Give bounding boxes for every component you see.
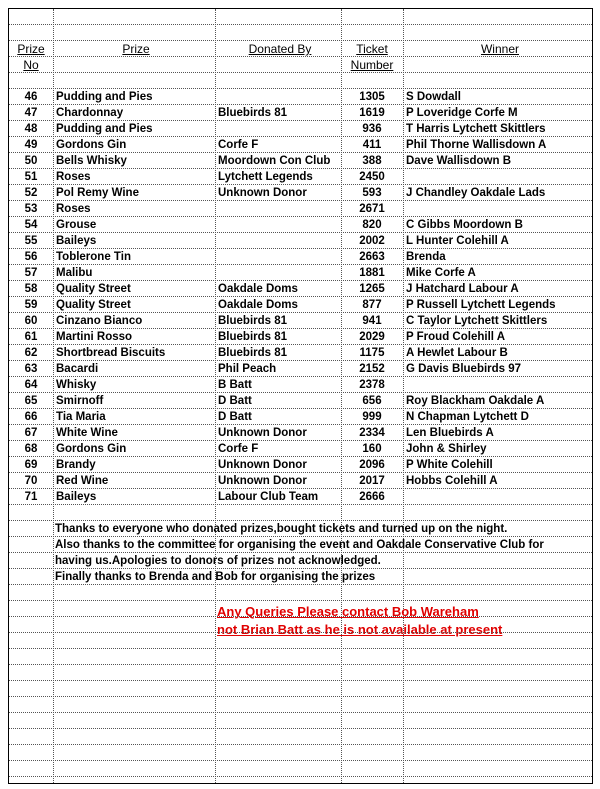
prize-number: 65 — [24, 395, 38, 407]
prize-name: Shortbread Biscuits — [56, 347, 166, 359]
table-row — [9, 425, 592, 441]
prize-number: 59 — [24, 299, 38, 311]
prize-name: White Wine — [56, 427, 118, 439]
header-winner: Winner — [480, 42, 519, 56]
prize-sheet — [8, 8, 593, 784]
prize-number: 68 — [24, 443, 38, 455]
table-row — [9, 249, 592, 265]
prize-number: 53 — [24, 203, 38, 215]
prize-number: 52 — [24, 187, 38, 199]
table-row — [9, 409, 592, 425]
winner-name: C Gibbs Moordown B — [406, 219, 523, 231]
prize-number: 60 — [24, 315, 38, 327]
prize-name: Roses — [56, 203, 91, 215]
blank-row — [9, 745, 592, 761]
winner-name: P Froud Colehill A — [406, 331, 506, 343]
prize-number: 67 — [24, 427, 38, 439]
prize-name: Bells Whisky — [56, 155, 127, 167]
prize-name: Pudding and Pies — [56, 91, 153, 103]
blank-row — [9, 729, 592, 745]
prize-name: Cinzano Bianco — [56, 315, 143, 327]
donor-name — [217, 201, 342, 217]
note-text: Thanks to everyone who donated prizes,bought tickets and turned up on the night. — [55, 523, 508, 535]
prize-name: Brandy — [56, 459, 96, 471]
winner-name: Phil Thorne Wallisdown A — [406, 139, 547, 151]
table-row — [9, 121, 592, 137]
prize-name: Malibu — [56, 267, 93, 279]
table-row — [9, 489, 592, 505]
winner-name: C Taylor Lytchett Skittlers — [406, 315, 548, 327]
note-row — [9, 521, 592, 537]
donor-name — [217, 121, 342, 137]
donor-name — [217, 89, 342, 105]
winner-name: N Chapman Lytchett D — [406, 411, 529, 423]
ticket-number: 941 — [362, 315, 382, 327]
prize-number: 70 — [24, 475, 38, 487]
prize-number: 69 — [24, 459, 38, 471]
donor-name: Corfe F — [218, 139, 259, 151]
ticket-number: 2378 — [359, 379, 385, 391]
ticket-number: 1619 — [359, 107, 385, 119]
prize-number: 56 — [24, 251, 38, 263]
prize-number: 49 — [24, 139, 38, 151]
winner-name: J Chandley Oakdale Lads — [406, 187, 546, 199]
table-row — [9, 441, 592, 457]
prize-name: Pudding and Pies — [56, 123, 153, 135]
blank-row — [9, 713, 592, 729]
blank-row — [9, 73, 592, 89]
donor-name: Bluebirds 81 — [218, 315, 288, 327]
ticket-number: 820 — [362, 219, 382, 231]
donor-name: Labour Club Team — [218, 491, 319, 503]
winner-name — [405, 169, 594, 185]
prize-number: 58 — [24, 283, 38, 295]
prize-name: Whisky — [56, 379, 97, 391]
prize-name: Baileys — [56, 235, 97, 247]
table-row — [9, 169, 592, 185]
ticket-number: 411 — [362, 139, 382, 151]
prize-number: 54 — [24, 219, 38, 231]
ticket-number: 999 — [362, 411, 382, 423]
prize-number: 66 — [24, 411, 38, 423]
donor-name: Unknown Donor — [218, 459, 307, 471]
prize-name: Gordons Gin — [56, 139, 127, 151]
table-row — [9, 217, 592, 233]
prize-name: Quality Street — [56, 283, 131, 295]
blank-row — [9, 585, 592, 601]
donor-name: D Batt — [218, 411, 252, 423]
blank-row — [9, 697, 592, 713]
note-row — [9, 553, 592, 569]
table-row — [9, 201, 592, 217]
donor-name — [217, 249, 342, 265]
winner-name: P Russell Lytchett Legends — [406, 299, 556, 311]
table-row — [9, 457, 592, 473]
prize-name: Chardonnay — [56, 107, 124, 119]
table-row — [9, 105, 592, 121]
donor-name: D Batt — [218, 395, 252, 407]
prize-name: Bacardi — [56, 363, 99, 375]
donor-name: Lytchett Legends — [218, 171, 313, 183]
prize-name: Pol Remy Wine — [56, 187, 139, 199]
table-row — [9, 137, 592, 153]
winner-name: Roy Blackham Oakdale A — [406, 395, 545, 407]
winner-name — [405, 377, 594, 393]
ticket-number: 1265 — [359, 283, 385, 295]
ticket-number: 877 — [362, 299, 382, 311]
donor-name: Moordown Con Club — [218, 155, 331, 167]
prize-number: 50 — [24, 155, 38, 167]
prize-number: 47 — [24, 107, 38, 119]
donor-name: Bluebirds 81 — [218, 107, 288, 119]
table-row — [9, 473, 592, 489]
winner-name: Len Bluebirds A — [406, 427, 494, 439]
queries-notice-line-1: Any Queries Please contact Bob Wareham — [217, 604, 479, 619]
prize-number: 48 — [24, 123, 38, 135]
donor-name: Oakdale Doms — [218, 299, 298, 311]
header-row-2 — [9, 57, 592, 73]
prize-name: Quality Street — [56, 299, 131, 311]
note-text: Also thanks to the committee for organising the event and Oakdale Conservative Club for — [55, 539, 544, 551]
table-row — [9, 265, 592, 281]
winner-name: L Hunter Colehill A — [406, 235, 509, 247]
prize-number: 51 — [24, 171, 38, 183]
note-text: having us.Apologies to donors of prizes not acknowledged. — [55, 555, 381, 567]
prize-number: 63 — [24, 363, 38, 375]
header-ticket: Ticket — [356, 42, 388, 56]
ticket-number: 160 — [362, 443, 382, 455]
donor-name: Bluebirds 81 — [218, 347, 288, 359]
ticket-number: 2152 — [359, 363, 385, 375]
table-row — [9, 233, 592, 249]
ticket-number: 2671 — [359, 203, 385, 215]
winner-name: Hobbs Colehill A — [406, 475, 498, 487]
table-row — [9, 361, 592, 377]
ticket-number: 2666 — [359, 491, 385, 503]
ticket-number: 388 — [362, 155, 382, 167]
winner-name — [405, 201, 594, 217]
donor-name: Phil Peach — [218, 363, 277, 375]
ticket-number: 656 — [362, 395, 382, 407]
table-row — [9, 281, 592, 297]
ticket-number: 1175 — [359, 347, 385, 359]
winner-name: Dave Wallisdown B — [406, 155, 512, 167]
winner-name: J Hatchard Labour A — [406, 283, 519, 295]
blank-row — [9, 617, 592, 633]
winner-name: G Davis Bluebirds 97 — [406, 363, 522, 375]
blank-row — [9, 681, 592, 697]
header-ticket-number: Number — [350, 58, 394, 72]
prize-name: Red Wine — [56, 475, 109, 487]
ticket-number: 2450 — [359, 171, 385, 183]
donor-name: Oakdale Doms — [218, 283, 298, 295]
blank-row — [9, 633, 592, 649]
donor-name: Bluebirds 81 — [218, 331, 288, 343]
donor-name: Unknown Donor — [218, 187, 307, 199]
prize-number: 71 — [24, 491, 38, 503]
blank-row — [9, 25, 592, 41]
winner-name: P White Colehill — [406, 459, 493, 471]
prize-name: Baileys — [56, 491, 97, 503]
note-row — [9, 569, 592, 585]
winner-name: Mike Corfe A — [406, 267, 476, 279]
ticket-number: 2017 — [359, 475, 385, 487]
prize-name: Toblerone Tin — [56, 251, 131, 263]
ticket-number: 936 — [362, 123, 382, 135]
winner-name: Brenda — [406, 251, 446, 263]
prize-number: 61 — [24, 331, 38, 343]
prize-name: Tia Maria — [56, 411, 106, 423]
header-donated-by: Donated By — [248, 42, 312, 56]
winner-name: John & Shirley — [406, 443, 487, 455]
ticket-number: 593 — [362, 187, 382, 199]
winner-name: P Loveridge Corfe M — [406, 107, 518, 119]
prize-name: Roses — [56, 171, 91, 183]
donor-name: Corfe F — [218, 443, 259, 455]
table-row — [9, 377, 592, 393]
ticket-number: 2029 — [359, 331, 385, 343]
prize-name: Grouse — [56, 219, 97, 231]
header-prize-no: Prize — [17, 42, 45, 56]
blank-row — [9, 761, 592, 777]
table-row — [9, 153, 592, 169]
prize-number: 64 — [24, 379, 38, 391]
donor-name — [217, 265, 342, 281]
winner-name: T Harris Lytchett Skittlers — [406, 123, 546, 135]
blank-row — [9, 9, 592, 25]
note-text: Finally thanks to Brenda and Bob for organising the prizes — [55, 571, 376, 583]
table-row — [9, 393, 592, 409]
donor-name — [217, 233, 342, 249]
prize-name: Martini Rosso — [56, 331, 133, 343]
winner-name — [405, 489, 594, 505]
winner-name: S Dowdall — [406, 91, 461, 103]
note-row — [9, 537, 592, 553]
blank-row — [9, 665, 592, 681]
table-row — [9, 185, 592, 201]
ticket-number: 2096 — [359, 459, 385, 471]
winner-name: A Hewlet Labour B — [406, 347, 508, 359]
donor-name: Unknown Donor — [218, 427, 307, 439]
blank-row — [9, 601, 592, 617]
prize-number: 62 — [24, 347, 38, 359]
ticket-number: 1305 — [359, 91, 385, 103]
prize-number: 57 — [24, 267, 38, 279]
header-row — [9, 41, 592, 57]
prize-name: Gordons Gin — [56, 443, 127, 455]
header-prize: Prize — [122, 42, 150, 56]
table-row — [9, 297, 592, 313]
blank-row — [9, 505, 592, 521]
prize-number: 55 — [24, 235, 38, 247]
ticket-number: 2334 — [359, 427, 385, 439]
table-row — [9, 89, 592, 105]
prize-name: Smirnoff — [56, 395, 104, 407]
table-row — [9, 313, 592, 329]
donor-name — [217, 217, 342, 233]
blank-row — [9, 649, 592, 665]
ticket-number: 2663 — [359, 251, 385, 263]
ticket-number: 2002 — [359, 235, 385, 247]
donor-name: B Batt — [218, 379, 252, 391]
table-row — [9, 345, 592, 361]
ticket-number: 1881 — [359, 267, 385, 279]
prize-number: 46 — [24, 91, 38, 103]
table-row — [9, 329, 592, 345]
header-prize-no-2: No — [23, 58, 39, 72]
queries-notice-line-2: not Brian Batt as he is not available at present — [217, 622, 503, 637]
donor-name: Unknown Donor — [218, 475, 307, 487]
